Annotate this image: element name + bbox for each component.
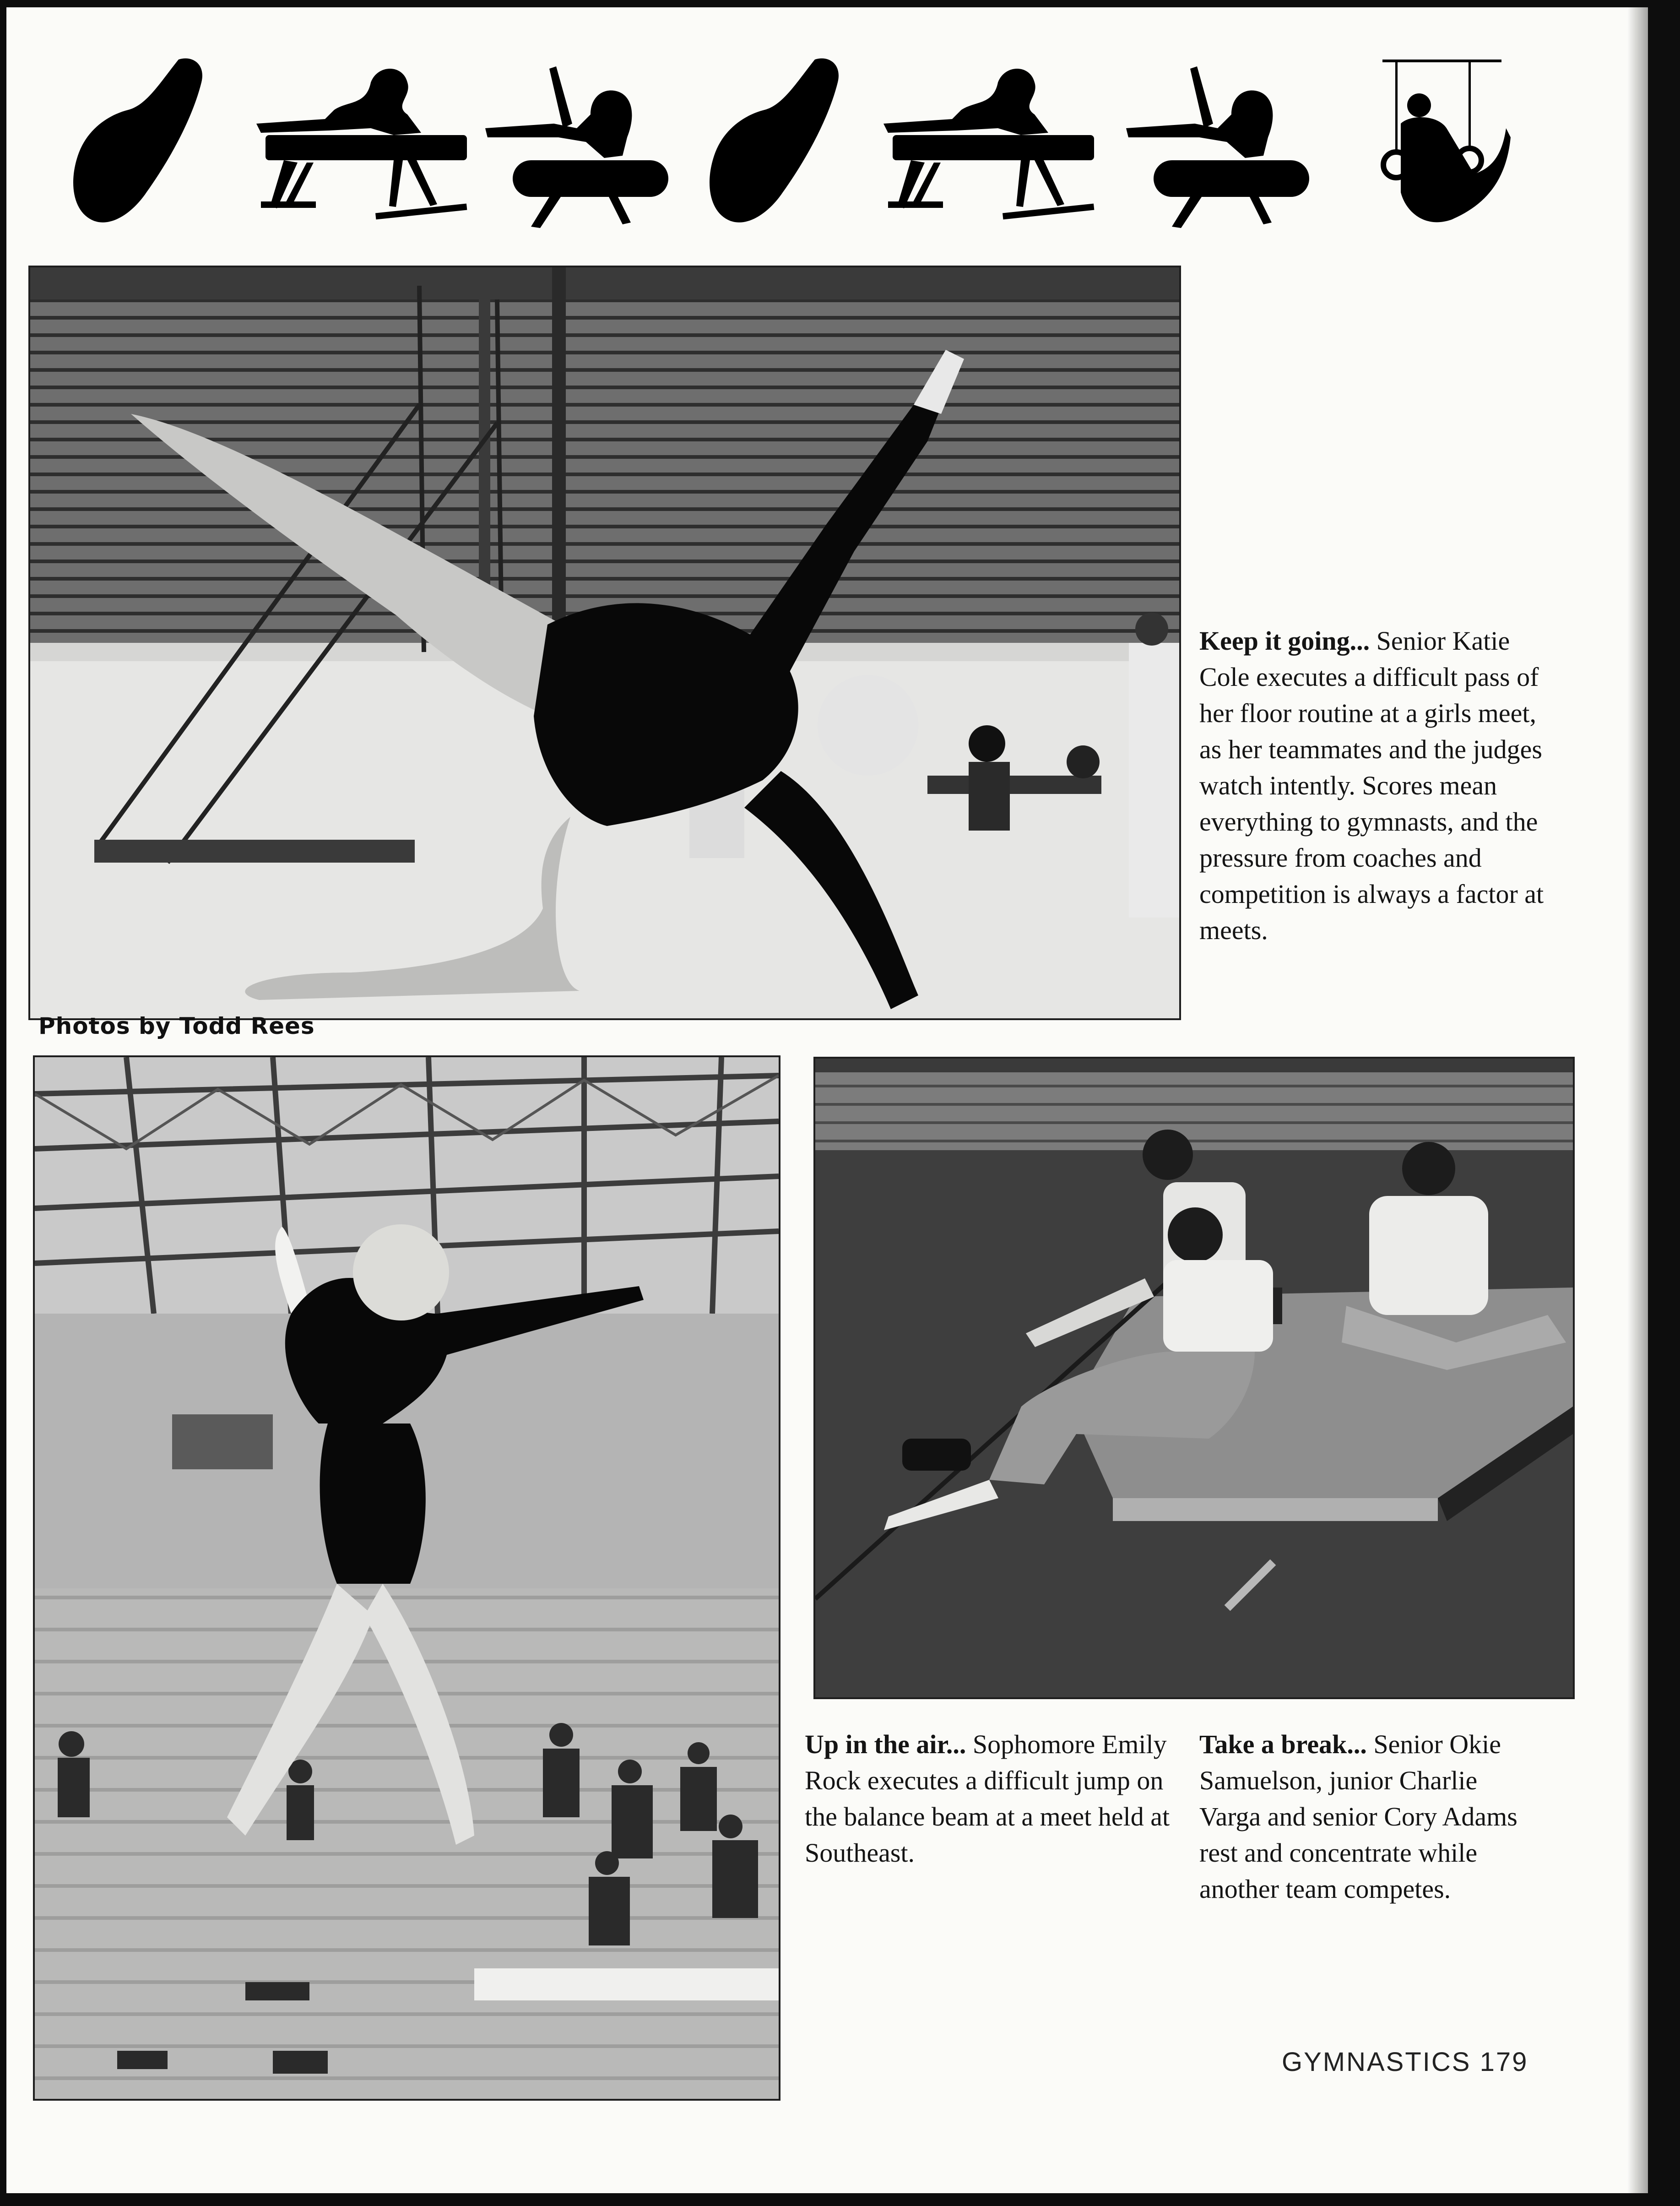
floor-routine-photo	[28, 266, 1181, 1020]
scan-border-top	[0, 0, 1680, 7]
floor-routine-caption	[1199, 623, 1547, 948]
page-edge-shadow	[1627, 0, 1648, 2206]
folio-page-number: 179	[1479, 2047, 1528, 2077]
balance-beam-caption-body: Sophomore Emily Rock executes a difficult jump on the balance beam at a meet held at Southeast.	[805, 1729, 1170, 1868]
floor-routine-caption-body: Senior Katie Cole executes a difficult pass of her floor routine at a girls meet, as her teammates and the judges watch intently. Scores mean everything to gymnasts, and the pressure from coaches and competition is always a factor at meets.	[1199, 626, 1544, 945]
resting-gymnasts-photo	[813, 1057, 1575, 1699]
balance-beam-gymnast-icon	[256, 55, 471, 229]
folio-section: GYMNASTICS	[1282, 2047, 1471, 2077]
rings-gymnast-icon	[1373, 55, 1511, 229]
balance-beam-caption	[805, 1726, 1171, 1871]
pommel-horse-gymnast-icon	[485, 60, 673, 229]
page-folio	[1282, 2047, 1528, 2077]
balance-beam-caption-lead: Up in the air...	[805, 1729, 966, 1759]
scan-border-left	[0, 0, 6, 2206]
pommel-horse-gymnast-icon	[1126, 60, 1314, 229]
balance-beam-gymnast-icon	[883, 55, 1099, 229]
resting-gymnasts-caption-body: Senior Okie Samuelson, junior Charlie Varga and senior Cory Adams rest and concentrate while another team competes.	[1199, 1729, 1517, 1904]
diver-icon	[705, 55, 847, 229]
scan-border-bottom	[0, 2193, 1680, 2206]
resting-gymnasts-caption	[1199, 1726, 1529, 1907]
photo-credit: Photos by Todd Rees	[38, 1013, 315, 1039]
gymnastics-icon-strip	[0, 0, 1556, 247]
diver-icon	[69, 55, 211, 229]
resting-gymnasts-image	[815, 1059, 1573, 1697]
balance-beam-photo	[33, 1055, 780, 2101]
floor-routine-caption-lead: Keep it going...	[1199, 626, 1370, 656]
balance-beam-image	[35, 1057, 779, 2099]
resting-gymnasts-caption-lead: Take a break...	[1199, 1729, 1367, 1759]
floor-routine-image	[30, 267, 1179, 1018]
